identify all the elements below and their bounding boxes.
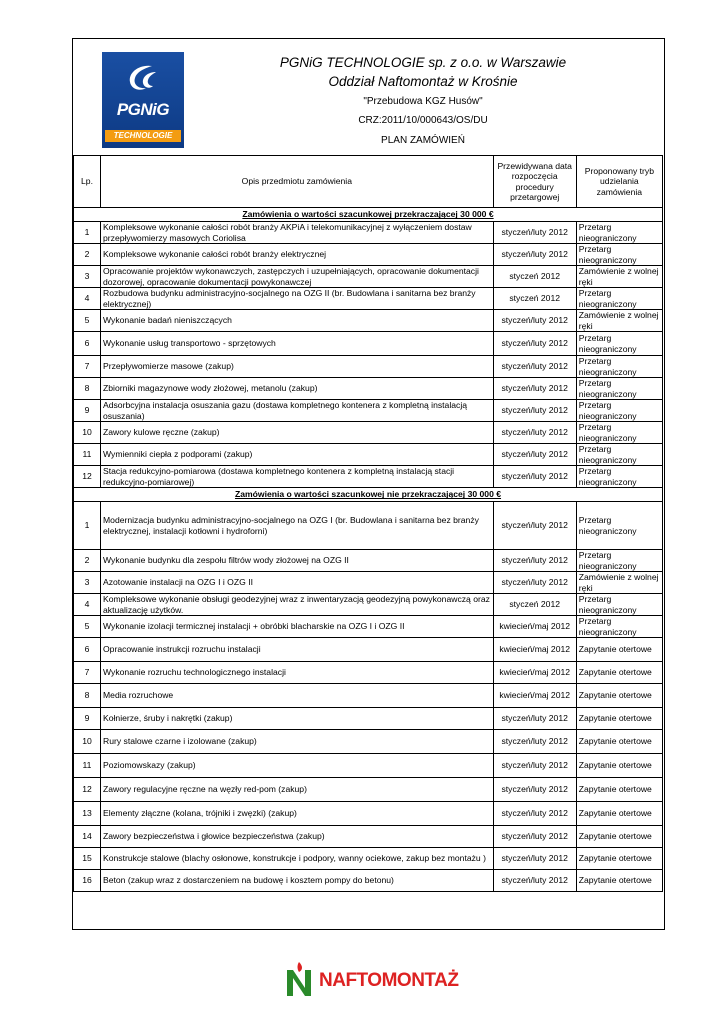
row-description: Wykonanie rozruchu technologicznego instalacji bbox=[101, 662, 494, 684]
table-row bbox=[74, 638, 663, 662]
table-header-row bbox=[74, 156, 663, 208]
row-description: Rozbudowa budynku administracyjno-socjalnego na OZG II (br. Budowlana i sanitarna bez branży elektrycznej) bbox=[101, 288, 494, 310]
table-row bbox=[74, 422, 663, 444]
row-lp: 16 bbox=[74, 870, 101, 892]
row-mode: Przetarg nieograniczony bbox=[576, 422, 662, 444]
row-date: styczeń/luty 2012 bbox=[493, 826, 576, 848]
row-lp: 14 bbox=[74, 826, 101, 848]
row-mode: Przetarg nieograniczony bbox=[576, 356, 662, 378]
row-date: styczeń/luty 2012 bbox=[493, 572, 576, 594]
row-date: styczeń/luty 2012 bbox=[493, 400, 576, 422]
table-row bbox=[74, 754, 663, 778]
row-date: styczeń/luty 2012 bbox=[493, 332, 576, 356]
row-description: Wykonanie izolacji termicznej instalacji + obróbki blacharskie na OZG I i OZG II bbox=[101, 616, 494, 638]
row-description: Kompleksowe wykonanie obsługi geodezyjnej wraz z inwentaryzacją geodezyjną powykonawczą oraz aktualizację użytków. bbox=[101, 594, 494, 616]
col-date-header: Przewidywana data rozpoczęcia procedury przetargowej bbox=[493, 156, 576, 208]
row-date: styczeń/luty 2012 bbox=[493, 244, 576, 266]
row-description: Kompleksowe wykonanie całości robót branży elektrycznej bbox=[101, 244, 494, 266]
table-row bbox=[74, 244, 663, 266]
row-date: styczeń/luty 2012 bbox=[493, 550, 576, 572]
row-mode: Zapytanie otertowe bbox=[576, 848, 662, 870]
row-date: styczeń/luty 2012 bbox=[493, 730, 576, 754]
table-row bbox=[74, 870, 663, 892]
row-mode: Zamówienie z wolnej ręki bbox=[576, 266, 662, 288]
row-mode: Przetarg nieograniczony bbox=[576, 466, 662, 488]
row-lp: 3 bbox=[74, 266, 101, 288]
row-mode: Przetarg nieograniczony bbox=[576, 332, 662, 356]
row-date: kwiecień/maj 2012 bbox=[493, 662, 576, 684]
row-mode: Przetarg nieograniczony bbox=[576, 288, 662, 310]
row-lp: 12 bbox=[74, 466, 101, 488]
row-description: Zawory kulowe ręczne (zakup) bbox=[101, 422, 494, 444]
row-description: Wykonanie usług transportowo - sprzętowych bbox=[101, 332, 494, 356]
row-mode: Przetarg nieograniczony bbox=[576, 444, 662, 466]
table-row bbox=[74, 444, 663, 466]
pgnig-logo bbox=[102, 52, 184, 148]
table-row bbox=[74, 266, 663, 288]
col-mode-header: Proponowany tryb udzielania zamówienia bbox=[576, 156, 662, 208]
table-row bbox=[74, 222, 663, 244]
row-mode: Zapytanie otertowe bbox=[576, 684, 662, 708]
row-lp: 9 bbox=[74, 708, 101, 730]
row-lp: 3 bbox=[74, 572, 101, 594]
section-header-row bbox=[74, 488, 663, 502]
row-description: Azotowanie instalacji na OZG I i OZG II bbox=[101, 572, 494, 594]
table-row bbox=[74, 550, 663, 572]
row-lp: 1 bbox=[74, 222, 101, 244]
row-lp: 11 bbox=[74, 444, 101, 466]
row-description: Media rozruchowe bbox=[101, 684, 494, 708]
table-row bbox=[74, 730, 663, 754]
row-description: Zawory bezpieczeństwa i głowice bezpieczeństwa (zakup) bbox=[101, 826, 494, 848]
row-lp: 4 bbox=[74, 594, 101, 616]
row-mode: Zapytanie otertowe bbox=[576, 662, 662, 684]
row-date: styczeń/luty 2012 bbox=[493, 422, 576, 444]
row-lp: 1 bbox=[74, 502, 101, 550]
logo-subtitle: TECHNOLOGIE bbox=[105, 130, 181, 142]
section-title: Zamówienia o wartości szacunkowej przekraczającej 30 000 € bbox=[74, 208, 663, 222]
naftomontaz-logo bbox=[285, 960, 463, 1000]
table-row bbox=[74, 594, 663, 616]
table-row bbox=[74, 332, 663, 356]
table-body bbox=[74, 208, 663, 892]
row-mode: Zapytanie otertowe bbox=[576, 730, 662, 754]
row-date: styczeń/luty 2012 bbox=[493, 356, 576, 378]
branch-title: Oddział Naftomontaż w Krośnie bbox=[328, 74, 518, 89]
table-row bbox=[74, 684, 663, 708]
col-desc-header: Opis przedmiotu zamówienia bbox=[101, 156, 494, 208]
table-row bbox=[74, 378, 663, 400]
row-lp: 10 bbox=[74, 422, 101, 444]
flame-icon bbox=[122, 62, 164, 96]
row-description: Rury stalowe czarne i izolowane (zakup) bbox=[101, 730, 494, 754]
row-date: styczeń/luty 2012 bbox=[493, 444, 576, 466]
row-description: Kołnierze, śruby i nakrętki (zakup) bbox=[101, 708, 494, 730]
naftomontaz-n-icon bbox=[285, 960, 315, 998]
table-row bbox=[74, 778, 663, 802]
row-description: Konstrukcje stalowe (blachy osłonowe, konstrukcje i podpory, wanny ociekowe, zakup bez montażu ) bbox=[101, 848, 494, 870]
row-lp: 4 bbox=[74, 288, 101, 310]
table-row bbox=[74, 288, 663, 310]
table-row bbox=[74, 356, 663, 378]
document-header bbox=[73, 39, 663, 156]
table-row bbox=[74, 616, 663, 638]
row-mode: Przetarg nieograniczony bbox=[576, 594, 662, 616]
table-row bbox=[74, 502, 663, 550]
row-description: Kompleksowe wykonanie całości robót branży AKPiA i telekomunikacyjnej z wyłączeniem dostaw przepływomierzy masowych Coriolisa bbox=[101, 222, 494, 244]
section-header-row bbox=[74, 208, 663, 222]
table-row bbox=[74, 400, 663, 422]
row-date: styczeń/luty 2012 bbox=[493, 502, 576, 550]
row-mode: Zapytanie otertowe bbox=[576, 754, 662, 778]
section-title: Zamówienia o wartości szacunkowej nie przekraczającej 30 000 € bbox=[74, 488, 663, 502]
row-date: styczeń 2012 bbox=[493, 594, 576, 616]
row-lp: 12 bbox=[74, 778, 101, 802]
plan-title: PLAN ZAMÓWIEŃ bbox=[381, 135, 465, 146]
row-date: styczeń/luty 2012 bbox=[493, 378, 576, 400]
row-date: styczeń/luty 2012 bbox=[493, 754, 576, 778]
row-description: Wykonanie badań nieniszczących bbox=[101, 310, 494, 332]
row-description: Przepływomierze masowe (zakup) bbox=[101, 356, 494, 378]
row-lp: 13 bbox=[74, 802, 101, 826]
row-mode: Przetarg nieograniczony bbox=[576, 400, 662, 422]
row-mode: Przetarg nieograniczony bbox=[576, 616, 662, 638]
row-date: styczeń 2012 bbox=[493, 288, 576, 310]
row-mode: Zapytanie otertowe bbox=[576, 708, 662, 730]
table-row bbox=[74, 662, 663, 684]
row-lp: 15 bbox=[74, 848, 101, 870]
row-date: styczeń 2012 bbox=[493, 266, 576, 288]
row-description: Adsorbcyjna instalacja osuszania gazu (dostawa kompletnego kontenera z kompletną instalacją osuszania) bbox=[101, 400, 494, 422]
row-description: Stacja redukcyjno-pomiarowa (dostawa kompletnego kontenera z kompletną instalacją stacji redukcyjno-pomiarowej) bbox=[101, 466, 494, 488]
col-lp-header: Lp. bbox=[74, 156, 101, 208]
row-mode: Przetarg nieograniczony bbox=[576, 502, 662, 550]
row-date: styczeń/luty 2012 bbox=[493, 708, 576, 730]
row-lp: 5 bbox=[74, 616, 101, 638]
row-description: Wymienniki ciepła z podporami (zakup) bbox=[101, 444, 494, 466]
row-description: Modernizacja budynku administracyjno-socjalnego na OZG I (br. Budowlana i sanitarna bez branży elektrycznej, instalacji kotłowni i hydroforni) bbox=[101, 502, 494, 550]
row-mode: Zamówienie z wolnej ręki bbox=[576, 310, 662, 332]
row-date: styczeń/luty 2012 bbox=[493, 778, 576, 802]
table-row bbox=[74, 848, 663, 870]
naftomontaz-text: NAFTOMONTAŻ bbox=[319, 970, 459, 991]
row-lp: 2 bbox=[74, 244, 101, 266]
row-date: kwiecień/maj 2012 bbox=[493, 616, 576, 638]
row-description: Zbiorniki magazynowe wody złożowej, metanolu (zakup) bbox=[101, 378, 494, 400]
row-mode: Zapytanie otertowe bbox=[576, 826, 662, 848]
document-sheet bbox=[72, 38, 665, 930]
table-row bbox=[74, 572, 663, 594]
row-mode: Przetarg nieograniczony bbox=[576, 378, 662, 400]
table-row bbox=[74, 708, 663, 730]
row-mode: Zapytanie otertowe bbox=[576, 778, 662, 802]
row-date: kwiecień/maj 2012 bbox=[493, 684, 576, 708]
row-lp: 2 bbox=[74, 550, 101, 572]
row-mode: Zamówienie z wolnej ręki bbox=[576, 572, 662, 594]
logo-name: PGNiG bbox=[116, 100, 170, 119]
row-description: Opracowanie instrukcji rozruchu instalacji bbox=[101, 638, 494, 662]
row-description: Poziomowskazy (zakup) bbox=[101, 754, 494, 778]
row-mode: Przetarg nieograniczony bbox=[576, 222, 662, 244]
table-row bbox=[74, 826, 663, 848]
row-date: styczeń/luty 2012 bbox=[493, 848, 576, 870]
row-date: styczeń/luty 2012 bbox=[493, 222, 576, 244]
row-description: Elementy złączne (kolana, trójniki i zwęzki) (zakup) bbox=[101, 802, 494, 826]
row-mode: Przetarg nieograniczony bbox=[576, 550, 662, 572]
row-lp: 8 bbox=[74, 684, 101, 708]
row-description: Zawory regulacyjne ręczne na węzły red-pom (zakup) bbox=[101, 778, 494, 802]
crz-number: CRZ:2011/10/000643/OS/DU bbox=[358, 115, 488, 126]
row-date: styczeń/luty 2012 bbox=[493, 310, 576, 332]
row-lp: 6 bbox=[74, 638, 101, 662]
project-name: "Przebudowa KGZ Husów" bbox=[363, 96, 483, 107]
company-title: PGNiG TECHNOLOGIE sp. z o.o. w Warszawie bbox=[279, 55, 567, 70]
orders-table bbox=[73, 155, 663, 892]
row-date: styczeń/luty 2012 bbox=[493, 466, 576, 488]
row-date: styczeń/luty 2012 bbox=[493, 802, 576, 826]
row-lp: 5 bbox=[74, 310, 101, 332]
row-date: kwiecień/maj 2012 bbox=[493, 638, 576, 662]
row-lp: 7 bbox=[74, 356, 101, 378]
table-row bbox=[74, 802, 663, 826]
row-mode: Przetarg nieograniczony bbox=[576, 244, 662, 266]
table-row bbox=[74, 466, 663, 488]
row-description: Beton (zakup wraz z dostarczeniem na budowę i kosztem pompy do betonu) bbox=[101, 870, 494, 892]
row-mode: Zapytanie otertowe bbox=[576, 870, 662, 892]
row-description: Wykonanie budynku dla zespołu filtrów wody złożowej na OZG II bbox=[101, 550, 494, 572]
row-mode: Zapytanie otertowe bbox=[576, 638, 662, 662]
row-lp: 7 bbox=[74, 662, 101, 684]
row-description: Opracowanie projektów wykonawczych, zastępczych i uzupełniających, opracowanie dokumentacji dozorowej, opracowanie dokumentacji powykonawczej bbox=[101, 266, 494, 288]
table-row bbox=[74, 310, 663, 332]
row-lp: 8 bbox=[74, 378, 101, 400]
row-lp: 9 bbox=[74, 400, 101, 422]
row-lp: 6 bbox=[74, 332, 101, 356]
row-mode: Zapytanie otertowe bbox=[576, 802, 662, 826]
row-lp: 11 bbox=[74, 754, 101, 778]
row-lp: 10 bbox=[74, 730, 101, 754]
row-date: styczeń/luty 2012 bbox=[493, 870, 576, 892]
